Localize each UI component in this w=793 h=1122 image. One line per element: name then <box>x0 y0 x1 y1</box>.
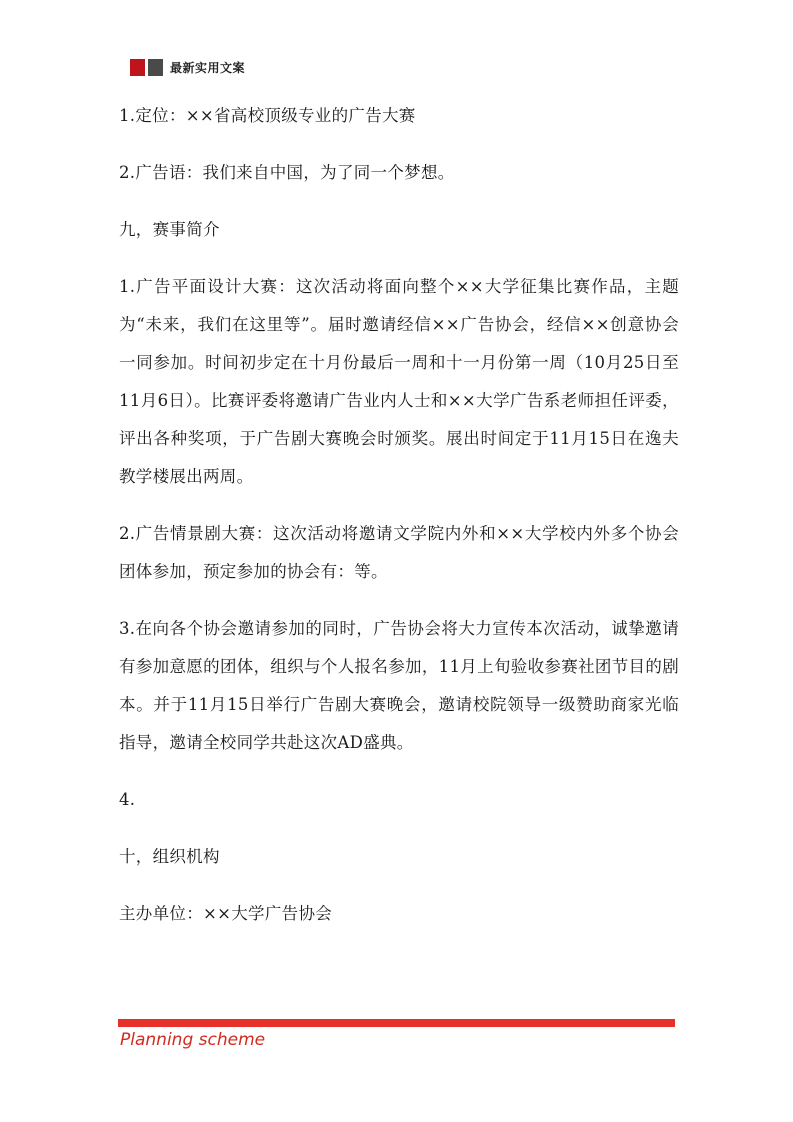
header-title: 最新实用文案 <box>170 60 246 75</box>
paragraph-organizer: 主办单位：××大学广告协会 <box>119 904 333 923</box>
paragraph-slogan: 2.广告语：我们来自中国，为了同一个梦想。 <box>119 163 455 182</box>
dark-square-icon <box>148 59 163 76</box>
red-square-icon <box>130 59 145 76</box>
paragraph-positioning: 1.定位：××省高校顶级专业的广告大赛 <box>119 106 416 125</box>
document-body <box>119 97 679 952</box>
paragraph-item-4: 4. <box>119 790 136 809</box>
footer-divider <box>118 1019 675 1027</box>
page-header <box>130 58 245 76</box>
paragraph-promotion: 3.在向各个协会邀请参加的同时，广告协会将大力宣传本次活动，诚挚邀请有参加意愿的团体，组织与个人报名参加，11月上旬验收参赛社团节目的剧本。并于11月15日举行广告剧大赛晚会，邀请校院领导一级赞助商家光临指导，邀请全校同学共赴这次AD盛典。 <box>119 619 679 752</box>
paragraph-design-contest: 1.广告平面设计大赛：这次活动将面向整个××大学征集比赛作品，主题为“未来，我们在这里等”。届时邀请经信××广告协会，经信××创意协会一同参加。时间初步定在十月份最后一周和十一月份第一周（10月25日至11月6日）。比赛评委将邀请广告业内人士和××大学广告系老师担任评委，评出各种奖项，于广告剧大赛晚会时颁奖。展出时间定于11月15日在逸夫教学楼展出两周。 <box>119 277 679 486</box>
section-heading-event-intro: 九，赛事简介 <box>119 220 220 239</box>
paragraph-drama-contest: 2.广告情景剧大赛：这次活动将邀请文学院内外和××大学校内外多个协会团体参加，预定参加的协会有：等。 <box>119 524 679 581</box>
section-heading-organization: 十，组织机构 <box>119 847 220 866</box>
footer-label: Planning scheme <box>120 1030 266 1050</box>
